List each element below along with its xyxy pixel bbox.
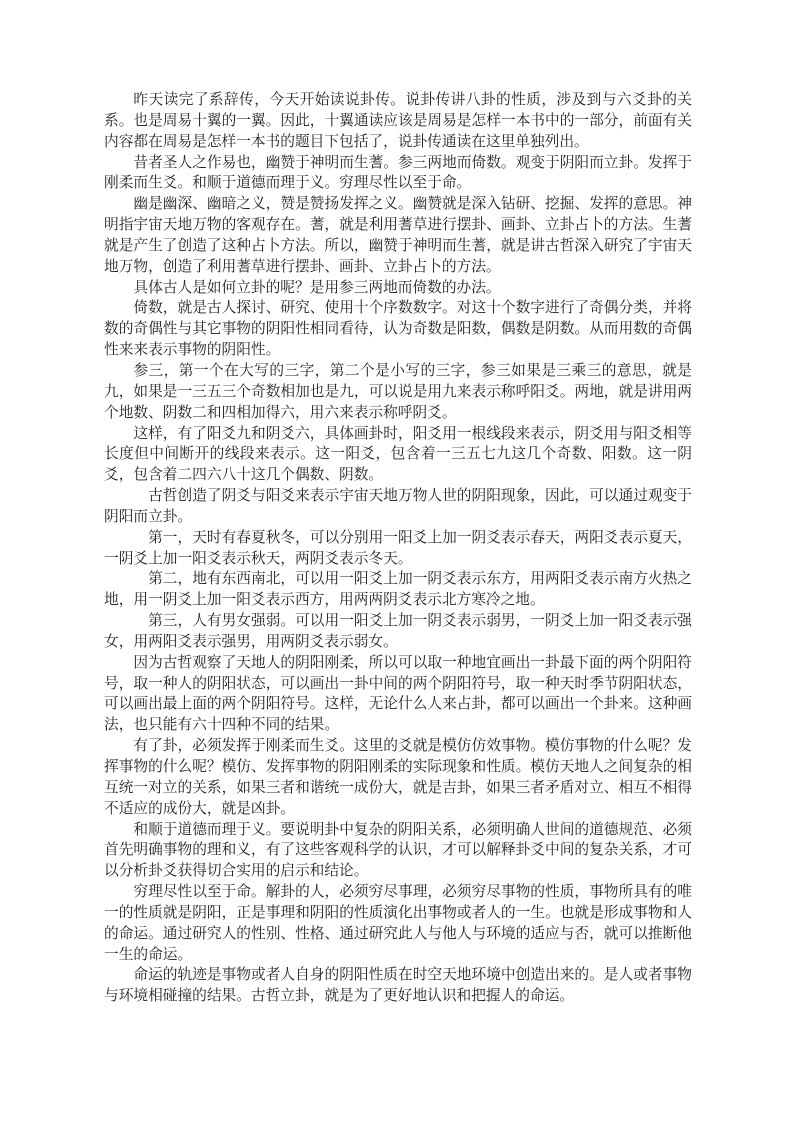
paragraph-15: 穷理尽性以至于命。解卦的人，必须穷尽事理，必须穷尽事物的性质，事物所具有的唯一的性质就是阴阳，正是事理和阴阳的性质演化出事物或者人的一生。也就是形成事物和人的命运。通过研究人的性别、性格、通过研究此人与他人与环境的适应与否，就可以推断他一生的命运。 [104, 883, 692, 963]
paragraph-7: 这样，有了阳爻九和阴爻六，具体画卦时，阳爻用一根线段来表示，阴爻用与阳爻相等长度但中间断开的线段来表示。这一阳爻，包含着一三五七九这几个奇数、阳数。这一阴爻，包含着二四六八十这几个偶数、阴数。 [104, 424, 692, 484]
paragraph-8: 古哲创造了阴爻与阳爻来表示宇宙天地万物人世的阴阳现象，因此，可以通过观变于阴阳而立卦。 [104, 487, 692, 525]
paragraph-2: 昔者圣人之作易也，幽赞于神明而生蓍。参三两地而倚数。观变于阴阳而立卦。发挥于刚柔而生爻。和顺于道德而理于义。穷理尽性以至于命。 [104, 153, 692, 192]
paragraph-4: 具体古人是如何立卦的呢？是用参三两地而倚数的办法。 [133, 278, 501, 296]
paragraph-16: 命运的轨迹是事物或者人自身的阴阳性质在时空天地环境中创造出来的。是人或者事物与环境相碰撞的结果。古哲立卦，就是为了更好地认识和把握人的命运。 [104, 966, 692, 1005]
paragraph-9: 第一，天时有春夏秋冬，可以分别用一阳爻上加一阴爻表示春天，两阳爻表示夏天，一阴爻上加一阳爻表示秋天，两阴爻表示冬天。 [104, 528, 692, 567]
paragraph-14: 和顺于道德而理于义。要说明卦中复杂的阴阳关系，必须明确人世间的道德规范、必须首先明确事物的理和义，有了这些客观科学的认识，才可以解释卦爻中间的复杂关系，才可以分析卦爻获得切合实用的启示和结论。 [104, 820, 692, 880]
paragraph-12: 因为古哲观察了天地人的阴阳刚柔，所以可以取一种地宜画出一卦最下面的两个阴阳符号，取一种人的阴阳状态，可以画出一卦中间的两个阴阳符号，取一种天时季节阴阳状态，可以画出最上面的两个阴阳符号。这样，无论什么人来占卦，都可以画出一个卦来。这种画法，也只能有六十四种不同的结果。 [104, 653, 692, 734]
paragraph-11: 第三，人有男女强弱。可以用一阳爻上加一阴爻表示弱男，一阴爻上加一阳爻表示强女，用两阳爻表示强男，用两阴爻表示弱女。 [104, 612, 692, 650]
paragraph-5: 倚数，就是古人探讨、研究、使用十个序数数字。对这十个数字进行了奇偶分类，并将数的奇偶性与其它事物的阴阳性相同看待，认为奇数是阳数，偶数是阴数。从而用数的奇偶性来来表示事物的阴阳性。 [104, 299, 692, 359]
paragraph-3: 幽是幽深、幽暗之义，赞是赞扬发挥之义。幽赞就是深入钻研、挖掘、发挥的意思。神明指宇宙天地万物的客观存在。蓍，就是利用蓍草进行摆卦、画卦、立卦占卜的方法。生蓍就是产生了创造了这种占卜方法。所以，幽赞于神明而生蓍，就是讲古哲深入研究了宇宙天地万物，创造了利用蓍草进行摆卦、画卦、立卦占卜的方法。 [104, 195, 692, 275]
paragraph-6: 参三，第一个在大写的三字，第二个是小写的三字，参三如果是三乘三的意思，就是九，如果是一三五三个奇数相加也是九，可以说是用九来表示称呼阳爻。两地，就是讲用两个地数、阴数二和四相加得六，用六来表示称呼阴爻。 [104, 361, 692, 421]
paragraph-10: 第二，地有东西南北，可以用一阳爻上加一阴爻表示东方，用两阳爻表示南方火热之地，用一阴爻上加一阳爻表示西方，用两两阴爻表示北方寒冷之地。 [104, 570, 692, 609]
paragraph-13: 有了卦，必须发挥于刚柔而生爻。这里的爻就是模仿仿效事物。模仿事物的什么呢？发挥事物的什么呢？模仿、发挥事物的阴阳刚柔的实际现象和性质。模仿天地人之间复杂的相互统一对立的关系，如果三者和谐统一成份大，就是吉卦，如果三者矛盾对立、相互不相得不适应的成份大，就是凶卦。 [104, 737, 692, 817]
paragraph-1: 昨天读完了系辞传，今天开始读说卦传。说卦传讲八卦的性质，涉及到与六爻卦的关系。也是周易十翼的一翼。因此，十翼通读应该是周易是怎样一本书中的一部分，前面有关内容都在周易是怎样一本书的题目下包括了，说卦传通读在这里单独列出。 [104, 91, 692, 150]
